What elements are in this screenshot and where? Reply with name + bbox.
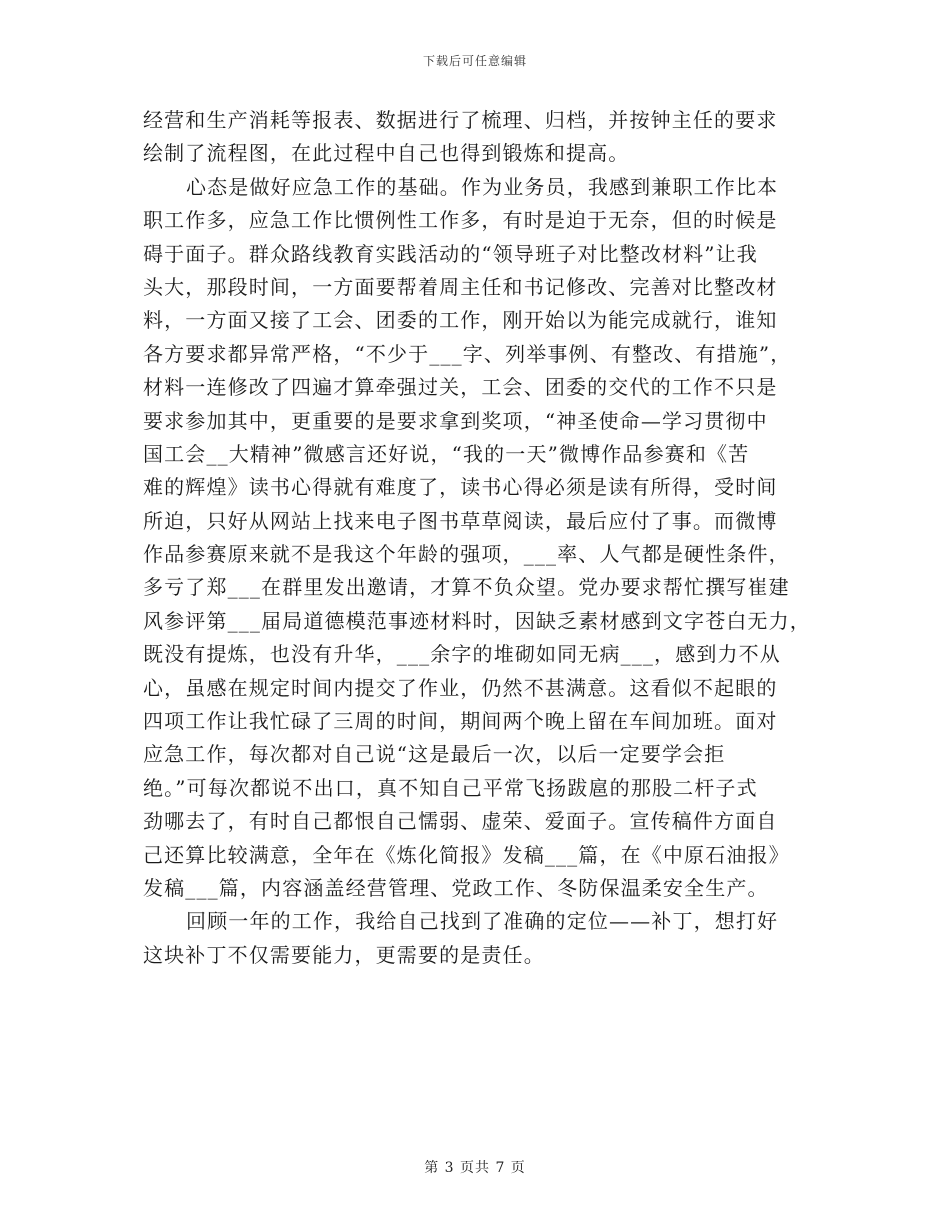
text-line: 作品参赛原来就不是我这个年龄的强项，___率、人气都是硬性条件， (143, 542, 790, 567)
text-line: 国工会__大精神”微感言还好说，“我的一天”微博作品参赛和《苦 (143, 441, 750, 466)
text-line: 这块补丁不仅需要能力，更需要的是责任。 (143, 942, 545, 967)
text-line: 碍于面子。群众路线教育实践活动的“领导班子对比整改材料”让我 (143, 241, 758, 266)
paragraph-start-line: 回顾一年的工作，我给自己找到了准确的定位——补丁，想打好 (186, 909, 779, 934)
text-line: 发稿___篇，内容涵盖经营管理、党政工作、冬防保温柔安全生产。 (143, 875, 769, 900)
document-body (143, 104, 818, 972)
text-line: 多亏了郑___在群里发出邀请，才算不负众望。党办要求帮忙撰写崔建 (143, 575, 790, 600)
text-line: 难的辉煌》读书心得就有难度了，读书心得必须是读有所得，受时间 (143, 475, 778, 500)
text-line: 所迫，只好从网站上找来电子图书草草阅读，最后应付了事。而微博 (143, 508, 778, 533)
text-line: 既没有提炼，也没有升华，___余字的堆砌如同无病___，感到力不从 (143, 642, 781, 667)
text-line: 料，一方面又接了工会、团委的工作，刚开始以为能完成就行，谁知 (143, 308, 778, 333)
text-line: 绝。”可每次都说不出口，真不知自己平常飞扬跋扈的那股二杆子式 (143, 775, 758, 800)
text-line: 应急工作，每次都对自己说“这是最后一次，以后一定要学会拒 (143, 742, 726, 767)
text-line: 经营和生产消耗等报表、数据进行了梳理、归档，并按钟主任的要求 (143, 108, 778, 132)
text-line: 头大，那段时间，一方面要帮着周主任和书记修改、完善对比整改材 (143, 274, 778, 299)
text-line: 心，虽感在规定时间内提交了作业，仍然不甚满意。这看似不起眼的 (143, 675, 778, 700)
text-line: 四项工作让我忙碌了三周的时间，期间两个晚上留在车间加班。面对 (143, 709, 778, 734)
text-line: 职工作多，应急工作比惯例性工作多，有时是迫于无奈，但的时候是 (143, 208, 778, 233)
text-line: 各方要求都异常严格，“不少于___字、列举事例、有整改、有措施”， (143, 341, 792, 366)
text-line: 己还算比较满意，全年在《炼化简报》发稿___篇，在《中原石油报》 (143, 842, 790, 867)
text-line: 要求参加其中，更重要的是要求拿到奖项，“神圣使命—学习贯彻中 (143, 408, 768, 433)
text-line: 风参评第___届局道德模范事迹材料时，因缺乏素材感到文字苍白无力， (143, 608, 811, 633)
paragraph-start-line: 心态是做好应急工作的基础。作为业务员，我感到兼职工作比本 (186, 174, 779, 199)
text-line: 材料一连修改了四遍才算牵强过关，工会、团委的交代的工作不只是 (143, 375, 778, 400)
text-line: 绘制了流程图，在此过程中自己也得到锻炼和提高。 (143, 141, 630, 166)
page-header: 下载后可任意编辑 (422, 54, 527, 68)
page-number-footer: 第 3 页共 7 页 (424, 1160, 526, 1176)
text-line: 劲哪去了，有时自己都恨自己懦弱、虚荣、爱面子。宣传稿件方面自 (143, 809, 778, 834)
